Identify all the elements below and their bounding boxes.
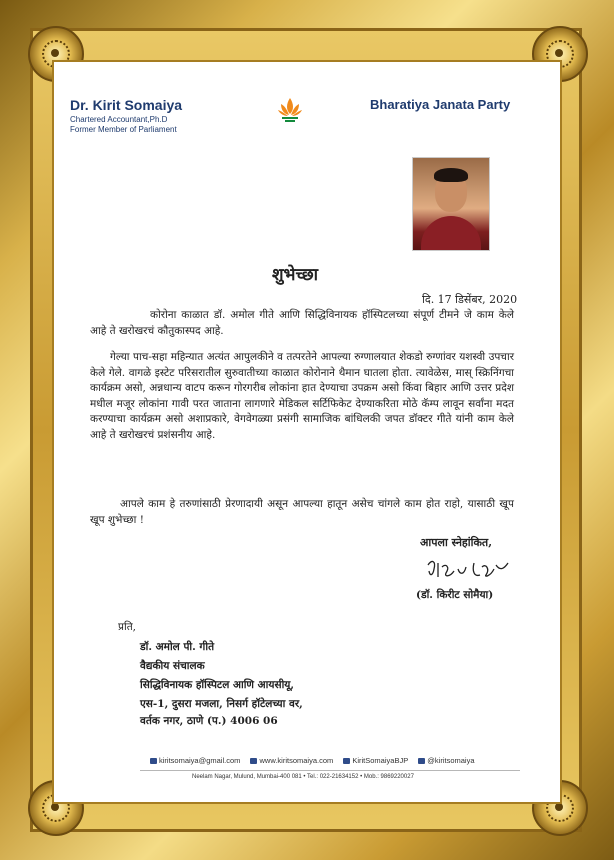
twitter-icon [418, 758, 425, 764]
footer-contacts [150, 756, 483, 765]
recipient-label: प्रति, [118, 621, 137, 633]
footer-address: Neelam Nagar, Mulund, Mumbai-400 081 • Tel.: 022-21634152 • Mob.: 9869220027 [192, 774, 414, 780]
letterhead-former-role: Former Member of Parliament [70, 125, 177, 134]
recipient-organization: सिद्धिविनायक हॉस्पिटल आणि आयसीयू, [140, 679, 295, 691]
letter-date: दि. 17 डिसेंबर, 2020 [422, 293, 518, 306]
footer-twitter[interactable] [418, 756, 474, 765]
portrait-photo [412, 157, 490, 251]
letter-paragraph-3: आपले काम हे तरुणांसाठी प्रेरणादायी असून आपल्या हातून असेच चांगले काम होत राहो, यासाठी खूप खूप शुभेच्छा ! [90, 498, 514, 526]
footer-twitter-text: @kiritsomaiya [427, 756, 475, 765]
web-icon [250, 758, 257, 764]
email-icon [150, 758, 157, 764]
letter-closing: आपला स्नेहांकित, [420, 536, 493, 549]
recipient-designation: वैद्यकीय संचालक [140, 660, 205, 672]
footer-divider [140, 770, 520, 771]
letterhead-qualification: Chartered Accountant,Ph.D [70, 115, 168, 124]
recipient-name: डॉ. अमोल पी. गीते [140, 641, 215, 653]
letterhead-credentials [70, 115, 177, 135]
letter-paragraph-1: कोरोना काळात डॉ. अमोल गीते आणि सिद्धिविनायक हॉस्पिटलच्या संपूर्ण टीमने जे काम केले आहे ते खरोखरचं कौतुकास्पद आहे. [90, 309, 514, 337]
recipient-address-line-1: एस-1, दुसरा मजला, निसर्ग हॉटेलच्या वर, [140, 698, 303, 710]
footer-website-text: www.kiritsomaiya.com [259, 756, 334, 765]
footer-facebook[interactable] [343, 756, 408, 765]
letterhead-name: Dr. Kirit Somaiya [70, 97, 183, 113]
facebook-icon [343, 758, 350, 764]
footer-email[interactable] [150, 756, 240, 765]
footer-facebook-text: KiritSomaiyaBJP [352, 756, 409, 765]
recipient-address-line-2: वर्तक नगर, ठाणे (प.) 4006 06 [140, 715, 278, 727]
signatory-name: (डॉ. किरीट सोमैया) [416, 589, 494, 601]
lotus-logo-icon [276, 96, 304, 126]
letter-paragraph-2: गेल्या पाच-सहा महिन्यात अत्यंत आपुलकीने व तत्परतेने आपल्या रुग्णालयात शेकडो रुग्णांवर यशस्वी उपचार केले गेले. वागळे इस्टेट परिसरातील सुरुवातीच्या काळात कोरोनाने थैमान घातला होता. त्यावेळेस, मास् स्क्रिनिंगचा कार्यक्रम असो, अन्नधान्य वाटप करून गोरगरीब लोकांना हात देण्याचा उपक्रम असो किंवा बिहार आणि उत्तर प्रदेश मधील मजूर लोकांना गावी परत जाताना लागणारे मेडिकल सर्टिफिकेट देण्याकरिता मोठे कॅम्प लावून सर्वांना मदत करण्याचा कार्यक्रम असो अशाप्रकारे, वेगवेगळ्या प्रसंगी सामाजिक बांधिलकी जपत डॉक्टर गीते यांनी काम केले आहे ते खरोखरचं प्रशंसनीय आहे. [90, 351, 514, 441]
letter-title: शुभेच्छा [272, 265, 319, 285]
footer-website[interactable] [250, 756, 333, 765]
footer-email-text: kiritsomaiya@gmail.com [159, 756, 241, 765]
letterhead-party-name: Bharatiya Janata Party [370, 97, 511, 112]
handwritten-signature [424, 557, 514, 583]
